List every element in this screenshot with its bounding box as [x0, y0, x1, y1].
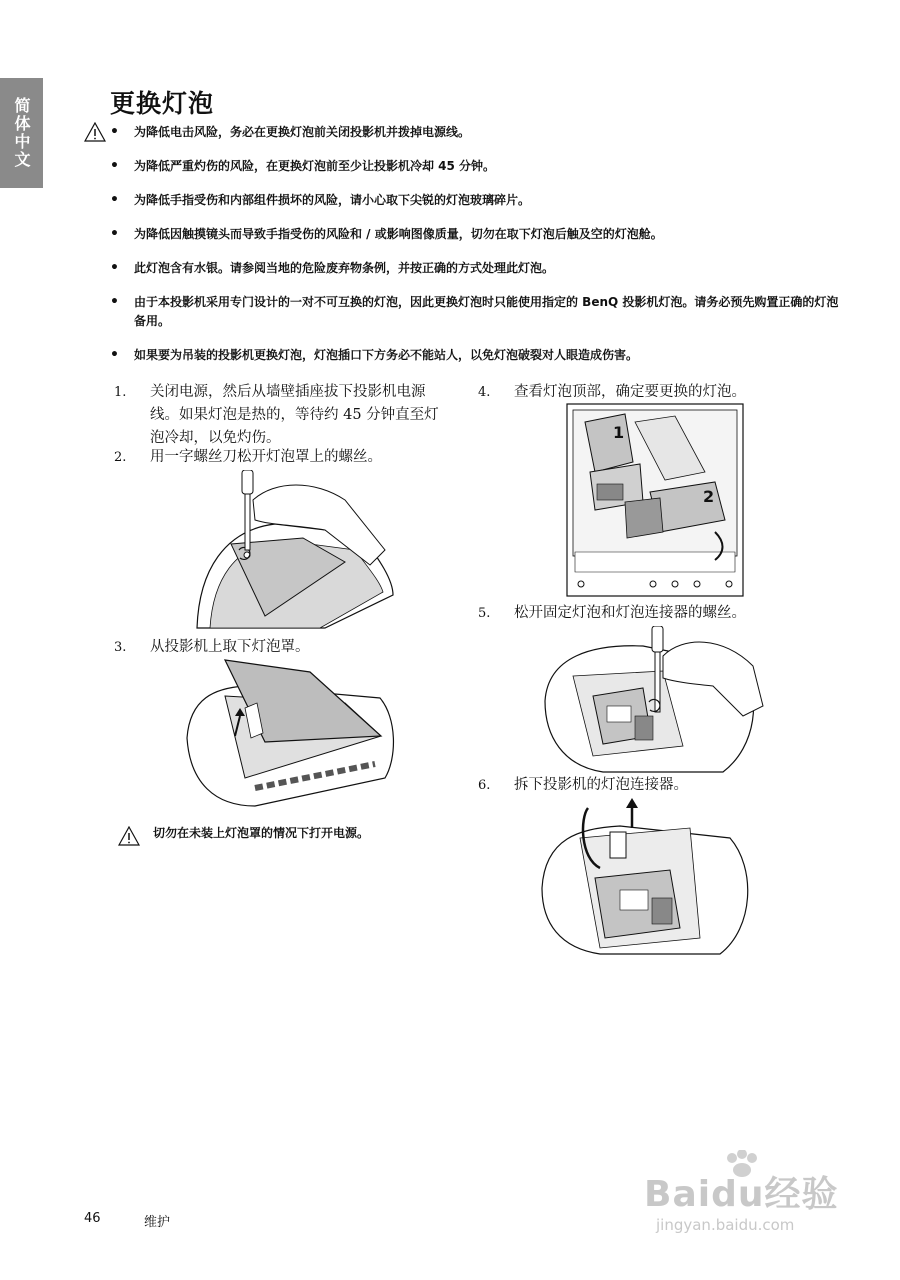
step-number: 6. — [478, 778, 491, 793]
step-text-line: 线。如果灯泡是热的，等待约 45 分钟直至灯 — [150, 407, 439, 423]
step-text-line: 用一字螺丝刀松开灯泡罩上的螺丝。 — [150, 449, 382, 465]
step-number: 1. — [114, 385, 127, 400]
warning-item: • 由于本投影机采用专门设计的一对不可互换的灯泡，因此更换灯泡时只能使用指定的 BenQ 投影机灯泡。请务必预先购置正确的灯泡备用。 — [110, 293, 850, 331]
figure-loosen-lamp-screws — [543, 626, 765, 776]
warning-item: • 为降低因触摸镜头而导致手指受伤的风险和 / 或影响图像质量，切勿在取下灯泡后触及空的灯泡舱。 — [110, 225, 850, 244]
step-text-line: 关闭电源，然后从墙壁插座拔下投影机电源 — [150, 384, 426, 400]
step-number: 3. — [114, 640, 127, 655]
language-tab — [0, 78, 43, 188]
safety-warnings-list — [110, 123, 850, 380]
section-name: 维护 — [144, 1215, 171, 1230]
watermark-url: jingyan.baidu.com — [656, 1216, 795, 1234]
warning-item: • 为降低电击风险，务必在更换灯泡前关闭投影机并拨掉电源线。 — [110, 123, 850, 142]
warning-icon — [84, 122, 106, 142]
warning-item: • 如果要为吊装的投影机更换灯泡，灯泡插口下方务必不能站人，以免灯泡破裂对人眼造成伤害。 — [110, 346, 850, 365]
step-number: 5. — [478, 606, 491, 621]
warning-item: • 为降低严重灼伤的风险，在更换灯泡前至少让投影机冷却 45 分钟。 — [110, 157, 850, 176]
caution-text: 切勿在未装上灯泡罩的情况下打开电源。 — [153, 826, 370, 840]
figure-lamp-top-view — [565, 402, 745, 598]
lamp-2-label: 2 — [703, 487, 715, 506]
step-text-line: 松开固定灯泡和灯泡连接器的螺丝。 — [514, 605, 746, 621]
watermark-brand: Baidu经验 — [644, 1174, 839, 1215]
step-number: 4. — [478, 385, 491, 400]
caution-icon — [118, 826, 140, 846]
step-text-line: 拆下投影机的灯泡连接器。 — [514, 777, 688, 793]
step-text-line: 从投影机上取下灯泡罩。 — [150, 639, 310, 655]
figure-remove-lamp-cover — [185, 658, 400, 808]
language-tab-label: 简体中文 — [12, 97, 31, 169]
figure-remove-lamp-connector — [540, 798, 760, 958]
warning-item: • 此灯泡含有水银。请参阅当地的危险废弃物条例，并按正确的方式处理此灯泡。 — [110, 259, 850, 278]
lamp-1-label: 1 — [613, 423, 625, 442]
step-number: 2. — [114, 450, 127, 465]
baidu-watermark — [644, 1150, 844, 1240]
page-number: 46 — [84, 1211, 101, 1226]
warning-item: • 为降低手指受伤和内部组件损坏的风险，请小心取下尖锐的灯泡玻璃碎片。 — [110, 191, 850, 210]
step-text-line: 查看灯泡顶部，确定要更换的灯泡。 — [514, 384, 746, 400]
page-title: 更换灯泡 — [110, 89, 215, 118]
step-text-line: 泡冷却，以免灼伤。 — [150, 430, 281, 446]
figure-loosen-cover-screw — [195, 470, 395, 630]
